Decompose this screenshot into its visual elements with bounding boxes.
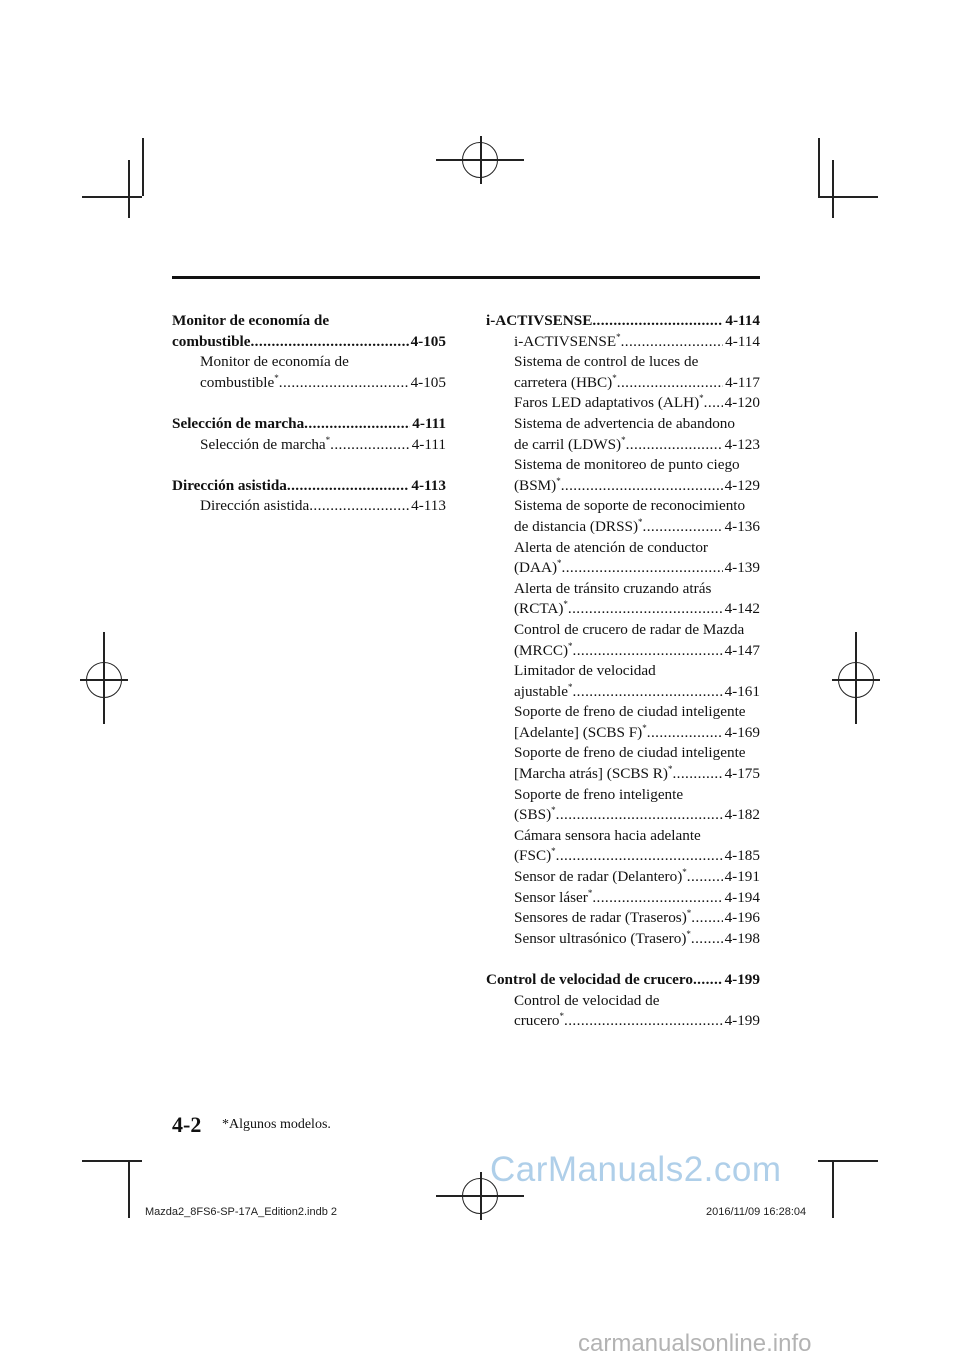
dot-leader bbox=[572, 682, 722, 703]
toc-line bbox=[172, 311, 446, 332]
toc-title: Selección de marcha bbox=[172, 414, 305, 432]
toc-title: (RCTA)* bbox=[514, 599, 568, 618]
toc-entry[interactable] bbox=[172, 352, 446, 393]
footnote-marker: * bbox=[682, 867, 687, 878]
toc-page-ref: 4-129 bbox=[724, 476, 760, 494]
toc-line bbox=[514, 455, 760, 476]
footnote-marker: * bbox=[563, 599, 568, 610]
toc-page-ref: 4-111 bbox=[411, 435, 446, 453]
toc-title: Control de crucero de radar de Mazda bbox=[514, 620, 745, 638]
toc-title: Sensores de radar (Traseros)* bbox=[514, 908, 692, 927]
toc-page-ref: 4-136 bbox=[724, 517, 760, 535]
footnote-marker: * bbox=[686, 928, 691, 939]
toc-title: i-ACTIVSENSE bbox=[486, 312, 593, 329]
dot-leader bbox=[309, 496, 409, 517]
toc-section-heading[interactable] bbox=[172, 476, 446, 497]
toc-page-ref: 4-114 bbox=[725, 332, 760, 350]
toc-line bbox=[172, 414, 446, 435]
toc-title: Control de velocidad de crucero bbox=[486, 971, 693, 988]
toc-line bbox=[514, 435, 760, 456]
toc-entry[interactable] bbox=[486, 991, 760, 1032]
dot-leader bbox=[561, 476, 723, 497]
toc-line bbox=[514, 414, 760, 435]
toc-line bbox=[514, 846, 760, 867]
watermark-logo: CarManuals2.com bbox=[490, 1150, 782, 1189]
toc-page-ref: 4-199 bbox=[724, 1012, 760, 1030]
footnote-marker: * bbox=[587, 887, 593, 898]
toc-line bbox=[514, 702, 760, 723]
toc-title: (BSM)* bbox=[514, 475, 561, 494]
toc-line bbox=[514, 805, 760, 826]
section-gap bbox=[486, 949, 760, 970]
dot-leader bbox=[556, 846, 723, 867]
toc-title: Sistema de control de luces de bbox=[514, 353, 699, 371]
toc-title: de distancia (DRSS)* bbox=[514, 516, 643, 535]
toc-page-ref: 4-191 bbox=[724, 868, 760, 886]
toc-page-ref: 4-139 bbox=[724, 559, 760, 577]
toc-line bbox=[514, 991, 760, 1012]
toc-line bbox=[514, 393, 760, 414]
toc-page-ref: 4-199 bbox=[724, 971, 760, 988]
toc-title: Soporte de freno de ciudad inteligente bbox=[514, 744, 746, 762]
toc-entry[interactable] bbox=[486, 414, 760, 455]
toc-title: Dirección asistida bbox=[200, 497, 310, 515]
footnote-marker: * bbox=[556, 475, 561, 486]
footnote-marker: * bbox=[559, 1011, 565, 1022]
toc-title: ajustable* bbox=[514, 681, 573, 700]
footnote-marker: * bbox=[612, 372, 617, 383]
footnote-marker: * bbox=[621, 434, 626, 445]
dot-leader bbox=[287, 476, 410, 497]
toc-line bbox=[514, 785, 760, 806]
toc-title: Sistema de advertencia de abandono bbox=[514, 414, 735, 432]
toc-line bbox=[172, 332, 446, 353]
toc-title: Alerta de atención de conductor bbox=[514, 538, 708, 556]
toc-line bbox=[514, 538, 760, 559]
toc-line bbox=[514, 929, 760, 950]
footnote-marker: * bbox=[568, 640, 573, 651]
footnote-marker: * bbox=[642, 722, 647, 733]
toc-title: Limitador de velocidad bbox=[514, 662, 656, 680]
toc-entry[interactable] bbox=[486, 826, 760, 867]
header-rule bbox=[172, 276, 760, 279]
toc-title: de carril (LDWS)* bbox=[514, 434, 626, 453]
toc-title: Selección de marcha* bbox=[200, 434, 331, 453]
dot-leader bbox=[592, 311, 723, 332]
dot-leader bbox=[568, 599, 723, 620]
toc-line bbox=[514, 476, 760, 497]
toc-line bbox=[514, 743, 760, 764]
dot-leader bbox=[643, 517, 723, 538]
toc-page-ref: 4-113 bbox=[411, 476, 446, 494]
toc-line bbox=[514, 867, 760, 888]
toc-line bbox=[514, 620, 760, 641]
footnote-marker: * bbox=[638, 516, 643, 527]
toc-line bbox=[486, 970, 760, 991]
dot-leader bbox=[564, 1011, 723, 1032]
toc-title: combustible* bbox=[200, 372, 279, 391]
toc-entry[interactable] bbox=[486, 332, 760, 353]
toc-line bbox=[514, 661, 760, 682]
toc-entry[interactable] bbox=[486, 620, 760, 661]
toc-entry[interactable] bbox=[486, 929, 760, 950]
toc-section-heading[interactable] bbox=[486, 970, 760, 991]
toc-entry[interactable] bbox=[486, 496, 760, 537]
toc-title: (DAA)* bbox=[514, 558, 562, 577]
toc-page-ref: 4-123 bbox=[724, 435, 760, 453]
toc-page-ref: 4-194 bbox=[724, 888, 760, 906]
toc-entry[interactable] bbox=[486, 538, 760, 579]
toc-title: Monitor de economía de bbox=[200, 353, 349, 371]
toc-title: Soporte de freno de ciudad inteligente bbox=[514, 703, 746, 721]
toc-title: Sensor ultrasónico (Trasero)* bbox=[514, 928, 691, 947]
toc-page-ref: 4-198 bbox=[724, 929, 760, 947]
dot-leader bbox=[691, 908, 722, 929]
toc-title: crucero* bbox=[514, 1011, 565, 1030]
page-number: 4-2 bbox=[172, 1112, 202, 1137]
toc-line bbox=[486, 311, 760, 332]
dot-leader bbox=[556, 805, 723, 826]
footnote: *Algunos modelos. bbox=[222, 1117, 331, 1132]
watermark-url: carmanualsonline.info bbox=[578, 1330, 812, 1357]
toc-page-ref: 4-114 bbox=[725, 312, 760, 329]
toc-title: (FSC)* bbox=[514, 846, 556, 865]
toc-page-ref: 4-117 bbox=[725, 373, 760, 391]
footnote-marker: * bbox=[699, 393, 704, 404]
section-gap bbox=[172, 455, 446, 476]
toc-title: i-ACTIVSENSE* bbox=[514, 331, 621, 350]
dot-leader bbox=[647, 723, 723, 744]
toc-line bbox=[514, 517, 760, 538]
dot-leader bbox=[617, 373, 723, 394]
toc-line bbox=[172, 476, 446, 497]
toc-line bbox=[514, 352, 760, 373]
toc-page-ref: 4-111 bbox=[412, 414, 446, 432]
toc-page-ref: 4-113 bbox=[411, 497, 446, 515]
toc-entry[interactable] bbox=[486, 867, 760, 888]
toc-section-heading[interactable] bbox=[172, 311, 446, 352]
dot-leader bbox=[704, 393, 723, 414]
dot-leader bbox=[304, 414, 410, 435]
toc-line bbox=[514, 723, 760, 744]
toc-line bbox=[514, 888, 760, 909]
toc-page-ref: 4-196 bbox=[724, 909, 760, 927]
toc-page-ref: 4-185 bbox=[724, 847, 760, 865]
dot-leader bbox=[691, 929, 723, 950]
toc-title: Sensor láser* bbox=[514, 887, 593, 906]
toc-line bbox=[200, 496, 446, 517]
toc-page-ref: 4-147 bbox=[724, 641, 760, 659]
toc-page-ref: 4-175 bbox=[724, 765, 760, 783]
footnote-marker: * bbox=[325, 434, 331, 445]
toc-title: carretera (HBC)* bbox=[514, 372, 617, 391]
toc-page-ref: 4-105 bbox=[410, 332, 446, 350]
toc-line bbox=[514, 579, 760, 600]
print-timestamp: 2016/11/09 16:28:04 bbox=[706, 1206, 807, 1218]
toc-page-ref: 4-142 bbox=[724, 600, 760, 618]
toc-title: Faros LED adaptativos (ALH)* bbox=[514, 393, 704, 412]
dot-leader bbox=[592, 888, 722, 909]
toc-entry[interactable] bbox=[172, 496, 446, 517]
toc-entry[interactable] bbox=[172, 435, 446, 456]
dot-leader bbox=[279, 373, 409, 394]
toc-line bbox=[514, 558, 760, 579]
dot-leader bbox=[573, 641, 723, 662]
toc-line bbox=[200, 435, 446, 456]
toc-title: (SBS)* bbox=[514, 805, 556, 824]
toc-entry[interactable] bbox=[486, 908, 760, 929]
toc-title: Monitor de economía de bbox=[172, 312, 330, 329]
dot-leader bbox=[693, 970, 723, 991]
toc-section-heading[interactable] bbox=[172, 414, 446, 435]
toc-section-heading[interactable] bbox=[486, 311, 760, 332]
footnote-marker: * bbox=[557, 558, 562, 569]
toc-title: Sensor de radar (Delantero)* bbox=[514, 867, 687, 886]
toc-page-ref: 4-161 bbox=[724, 682, 760, 700]
toc-line bbox=[514, 373, 760, 394]
toc-entry[interactable] bbox=[486, 393, 760, 414]
toc-line bbox=[514, 908, 760, 929]
section-gap bbox=[172, 393, 446, 414]
toc-entry[interactable] bbox=[486, 702, 760, 743]
footnote-marker: * bbox=[616, 331, 621, 342]
toc-title: Cámara sensora hacia adelante bbox=[514, 826, 701, 844]
toc-line bbox=[514, 641, 760, 662]
dot-leader bbox=[621, 332, 724, 353]
footnote-marker: * bbox=[551, 805, 556, 816]
footnote-marker: * bbox=[567, 681, 573, 692]
toc-entry[interactable] bbox=[486, 579, 760, 620]
toc-title: Alerta de tránsito cruzando atrás bbox=[514, 579, 712, 597]
dot-leader bbox=[626, 435, 723, 456]
toc-title: Control de velocidad de bbox=[514, 991, 660, 1009]
toc-line bbox=[514, 764, 760, 785]
toc-line bbox=[514, 826, 760, 847]
toc-entry[interactable] bbox=[486, 455, 760, 496]
dot-leader bbox=[687, 867, 723, 888]
toc-entry[interactable] bbox=[486, 743, 760, 784]
toc-line bbox=[514, 599, 760, 620]
dot-leader bbox=[250, 332, 408, 353]
dot-leader bbox=[562, 558, 723, 579]
toc-line bbox=[514, 682, 760, 703]
toc-line bbox=[200, 373, 446, 394]
toc-line bbox=[514, 1011, 760, 1032]
toc-page-ref: 4-182 bbox=[724, 806, 760, 824]
footnote-marker: * bbox=[686, 908, 692, 919]
toc-line bbox=[514, 332, 760, 353]
toc-title: [Marcha atrás] (SCBS R)* bbox=[514, 764, 673, 783]
toc-title: (MRCC)* bbox=[514, 640, 573, 659]
toc-page-ref: 4-105 bbox=[410, 373, 446, 391]
file-info: Mazda2_8FS6-SP-17A_Edition2.indb 2 bbox=[145, 1206, 338, 1218]
footnote-marker: * bbox=[274, 372, 279, 383]
toc-title: combustible bbox=[172, 332, 251, 350]
toc-column-left bbox=[172, 311, 446, 517]
toc-title: Sistema de monitoreo de punto ciego bbox=[514, 456, 740, 474]
dot-leader bbox=[672, 764, 722, 785]
footnote-marker: * bbox=[667, 764, 673, 775]
toc-entry[interactable] bbox=[486, 661, 760, 702]
toc-column-right bbox=[486, 311, 760, 1032]
toc-line bbox=[514, 496, 760, 517]
toc-line bbox=[200, 352, 446, 373]
footnote-marker: * bbox=[551, 846, 556, 857]
dot-leader bbox=[330, 435, 410, 456]
toc-entry[interactable] bbox=[486, 352, 760, 393]
toc-title: Sistema de soporte de reconocimiento bbox=[514, 497, 746, 515]
toc-page-ref: 4-169 bbox=[724, 723, 760, 741]
toc-title: Dirección asistida bbox=[172, 476, 287, 494]
toc-entry[interactable] bbox=[486, 785, 760, 826]
toc-title: Soporte de freno inteligente bbox=[514, 785, 684, 803]
toc-title: [Adelante] (SCBS F)* bbox=[514, 722, 647, 741]
toc-entry[interactable] bbox=[486, 888, 760, 909]
toc-page-ref: 4-120 bbox=[724, 394, 760, 412]
